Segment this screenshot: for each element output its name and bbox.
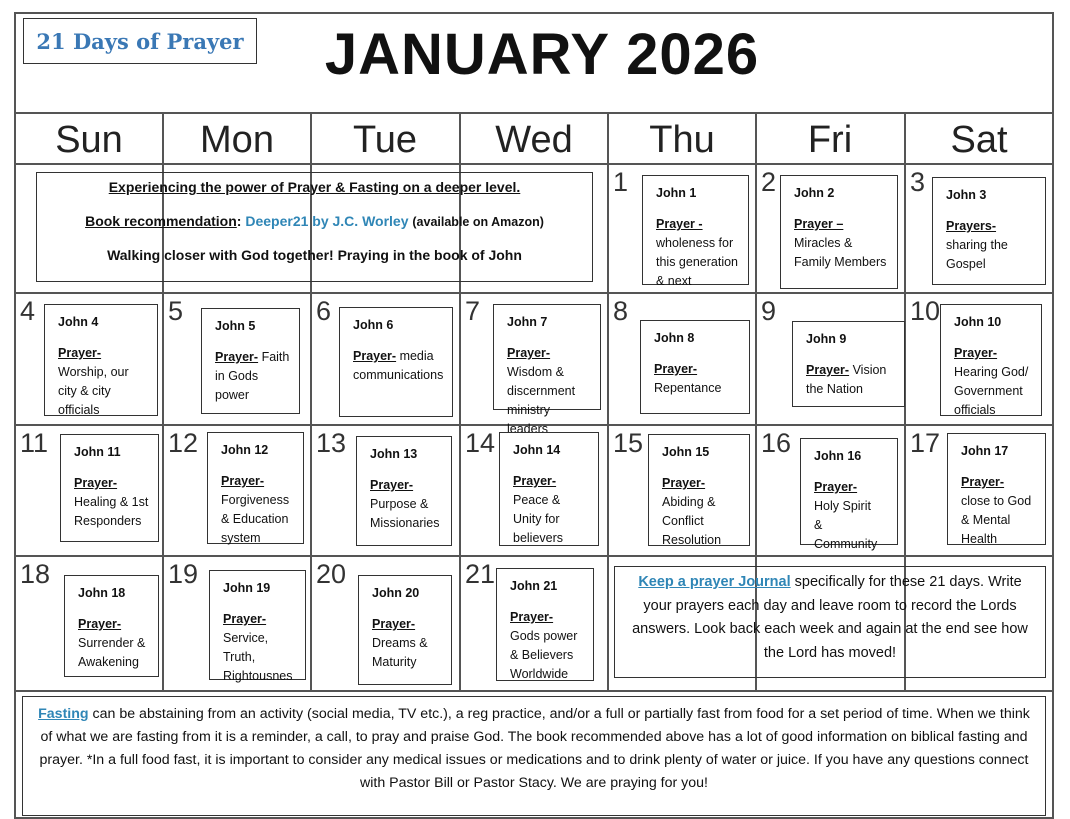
scripture-reading: John 16 <box>814 449 862 463</box>
day-number: 2 <box>761 167 777 197</box>
prayer-focus: Hearing God/ <box>954 365 1029 379</box>
day-number: 8 <box>613 296 629 326</box>
day-number: 3 <box>910 167 926 197</box>
intro-line-1: Experiencing the power of Prayer & Fasting on a deeper level. <box>108 179 521 195</box>
scripture-reading: John 21 <box>510 579 558 593</box>
prayer-label: Prayer- <box>814 480 858 494</box>
day-number: 13 <box>316 428 347 458</box>
day-reading-box <box>792 321 905 407</box>
day-reading-box <box>940 304 1042 416</box>
day-number: 20 <box>316 559 347 589</box>
day-reading-box <box>60 434 159 542</box>
prayer-label: Prayer – <box>794 217 844 231</box>
day-number: 15 <box>613 428 644 458</box>
journal-text: specifically for these 21 days. Write your prayers each day and leave room to record the Lords answers. Look back each week and again at the end see how the Lord has moved! <box>632 574 1028 661</box>
day-reading-box <box>499 432 599 546</box>
day-reading-box <box>209 570 306 683</box>
divider <box>14 112 1054 114</box>
scripture-reading: John 20 <box>372 586 420 600</box>
weekday-mon: Mon <box>200 119 274 161</box>
prayer-focus: Peace & <box>513 493 561 507</box>
scripture-reading: John 14 <box>513 443 561 457</box>
prayer-label: Prayer- <box>223 612 267 626</box>
prayer-focus: Rightousnes <box>223 669 293 683</box>
prayer-focus: Miracles & <box>794 236 853 250</box>
prayer-focus: officials <box>954 403 996 417</box>
scripture-reading: John 5 <box>215 319 256 333</box>
prayer-focus: Forgiveness <box>221 493 290 507</box>
prayer-label: Prayer- <box>662 476 706 490</box>
prayer-label: Prayer- <box>74 476 118 490</box>
day-reading-box <box>932 177 1046 285</box>
fasting-note <box>22 696 1046 816</box>
prayer-focus: Resolution <box>662 533 722 547</box>
prayer-focus: officials <box>58 403 100 417</box>
prayer-focus: Repentance <box>654 381 722 395</box>
prayer-focus: Awakening <box>78 655 139 669</box>
day-number: 7 <box>465 296 481 326</box>
prayer-focus: wholeness for <box>656 236 734 250</box>
day-reading-box <box>648 434 750 546</box>
divider <box>14 555 1054 557</box>
day-number: 19 <box>168 559 199 589</box>
prayer-label: Prayer- <box>961 475 1005 489</box>
series-badge: 21 Days of Prayer <box>23 18 257 64</box>
scripture-reading: John 15 <box>662 445 710 459</box>
prayer-label: Prayers- <box>946 219 997 233</box>
day-reading-box <box>642 175 749 288</box>
prayer-focus: Faith <box>258 350 290 364</box>
intro-line-3: Walking closer with God together! Praying in the book of John <box>107 247 522 263</box>
day-number: 1 <box>613 167 629 197</box>
day-reading-box <box>339 307 453 417</box>
day-reading-box <box>947 433 1046 545</box>
journal-panel <box>614 566 1046 678</box>
prayer-focus: the Nation <box>806 382 863 396</box>
weekday-wed: Wed <box>495 119 573 161</box>
column-divider <box>607 112 609 690</box>
prayer-focus: Service, <box>223 631 269 645</box>
scripture-reading: John 19 <box>223 581 271 595</box>
prayer-focus: media <box>396 349 434 363</box>
scripture-reading: John 6 <box>353 318 394 332</box>
prayer-focus: this generation <box>656 255 739 269</box>
prayer-focus: Government <box>954 384 1023 398</box>
day-number: 4 <box>20 296 36 326</box>
day-reading-box <box>356 436 452 546</box>
prayer-label: Prayer- <box>78 617 122 631</box>
prayer-focus: Purpose & <box>370 497 429 511</box>
prayer-label: Prayer- <box>58 346 102 360</box>
scripture-reading: John 18 <box>78 586 126 600</box>
scripture-reading: John 7 <box>507 315 548 329</box>
day-reading-box <box>207 432 304 544</box>
prayer-label: Prayer- <box>510 610 554 624</box>
prayer-focus: Healing & 1st <box>74 495 149 509</box>
prayer-label: Prayer- <box>954 346 998 360</box>
day-reading-box <box>201 308 300 414</box>
prayer-focus: & Mental <box>961 513 1011 527</box>
prayer-label: Prayer- <box>215 350 259 364</box>
scripture-reading: John 17 <box>961 444 1009 458</box>
prayer-focus: close to God <box>961 494 1032 508</box>
fasting-link[interactable]: Fasting <box>38 706 89 722</box>
prayer-focus: Abiding & <box>662 495 716 509</box>
prayer-focus: Gods power <box>510 629 578 643</box>
prayer-label: Prayer- <box>221 474 265 488</box>
prayer-label: Prayer - <box>656 217 703 231</box>
scripture-reading: John 12 <box>221 443 269 457</box>
prayer-label: Prayer- <box>353 349 397 363</box>
prayer-focus: Conflict <box>662 514 704 528</box>
prayer-focus: believers <box>513 531 564 545</box>
prayer-focus: Responders <box>74 514 142 528</box>
prayer-focus: Worldwide <box>510 667 569 681</box>
prayer-focus: Community <box>814 537 878 551</box>
divider <box>14 690 1054 692</box>
prayer-focus: sharing the <box>946 238 1008 252</box>
prayer-focus: Surrender & <box>78 636 146 650</box>
scripture-reading: John 13 <box>370 447 418 461</box>
book-label: Book recommendation <box>85 213 237 229</box>
prayer-focus: & Believers <box>510 648 574 662</box>
prayer-label: Prayer- <box>806 363 850 377</box>
day-number: 10 <box>910 296 941 326</box>
prayer-focus: city & city <box>58 384 111 398</box>
scripture-reading: John 8 <box>654 331 695 345</box>
day-number: 16 <box>761 428 792 458</box>
prayer-focus: system <box>221 531 261 545</box>
scripture-reading: John 9 <box>806 332 847 346</box>
prayer-focus: in Gods <box>215 369 259 383</box>
intro-line-2: Book recommendation: Deeper21 by J.C. Worley (available on Amazon) <box>85 213 544 229</box>
day-number: 11 <box>20 428 49 458</box>
weekday-sat: Sat <box>950 119 1008 161</box>
day-number: 5 <box>168 296 184 326</box>
prayer-label: Prayer- <box>513 474 557 488</box>
day-reading-box <box>358 575 452 685</box>
divider <box>14 292 1054 294</box>
prayer-focus: Maturity <box>372 655 417 669</box>
scripture-reading: John 2 <box>794 186 835 200</box>
scripture-reading: John 11 <box>74 445 121 459</box>
fasting-text: can be abstaining from an activity (social media, TV etc.), a reg practice, and/or a full or partially fast from food for a set period of time. When we think of what we are fasting from it is a reminder, a call, to pray and praise God. The book recommended above has a lot of good information on biblical fasting and prayer. *In a full food fast, it is important to consider any medical issues or medications and to drink plenty of water or juice. If you have any questions connect with Pastor Bill or Pastor Stacy. We are praying for you! <box>39 706 1030 791</box>
prayer-focus: Gospel <box>946 257 986 271</box>
prayer-focus: & next <box>656 274 692 288</box>
weekday-fri: Fri <box>807 119 853 161</box>
scripture-reading: John 10 <box>954 315 1002 329</box>
book-title: Deeper21 by J.C. Worley <box>245 213 409 229</box>
day-number: 17 <box>910 428 941 458</box>
divider <box>14 163 1054 165</box>
day-number: 12 <box>168 428 199 458</box>
prayer-focus: & Education <box>221 512 289 526</box>
prayer-label: Prayer- <box>370 478 414 492</box>
day-reading-box <box>800 438 898 551</box>
prayer-focus: communications <box>353 368 444 382</box>
scripture-reading: John 3 <box>946 188 987 202</box>
prayer-label: Prayer- <box>654 362 698 376</box>
page-title: JANUARY 2026 <box>324 22 760 87</box>
day-number: 18 <box>20 559 51 589</box>
weekday-sun: Sun <box>55 119 123 161</box>
intro-panel <box>36 172 593 282</box>
prayer-focus: Dreams & <box>372 636 428 650</box>
prayer-focus: discernment <box>507 384 576 398</box>
prayer-focus: & <box>814 518 823 532</box>
prayer-focus: power <box>215 388 250 402</box>
prayer-focus: Family Members <box>794 255 887 269</box>
prayer-focus: Worship, our <box>58 365 129 379</box>
day-reading-box <box>780 175 898 289</box>
day-number: 9 <box>761 296 777 326</box>
prayer-focus: Vision <box>849 363 887 377</box>
day-reading-box <box>640 320 750 414</box>
day-reading-box <box>496 568 594 681</box>
scripture-reading: John 1 <box>656 186 697 200</box>
prayer-focus: Unity for <box>513 512 560 526</box>
prayer-label: Prayer- <box>507 346 551 360</box>
day-reading-box <box>64 575 159 677</box>
day-reading-box <box>493 304 601 436</box>
prayer-focus: Missionaries <box>370 516 440 530</box>
journal-link[interactable]: Keep a prayer Journal <box>638 574 791 590</box>
prayer-focus: Holy Spirit <box>814 499 871 513</box>
weekday-tue: Tue <box>352 119 418 161</box>
day-reading-box <box>44 304 158 416</box>
prayer-focus: ministry leaders <box>507 403 551 436</box>
prayer-label: Prayer- <box>372 617 416 631</box>
prayer-focus: Wisdom & <box>507 365 564 379</box>
day-number: 21 <box>465 559 496 589</box>
prayer-focus: Truth, <box>223 650 256 664</box>
prayer-focus: Health <box>961 532 998 546</box>
scripture-reading: John 4 <box>58 315 99 329</box>
day-number: 6 <box>316 296 332 326</box>
book-note: (available on Amazon) <box>412 215 544 229</box>
weekday-thu: Thu <box>649 119 715 161</box>
day-number: 14 <box>465 428 496 458</box>
